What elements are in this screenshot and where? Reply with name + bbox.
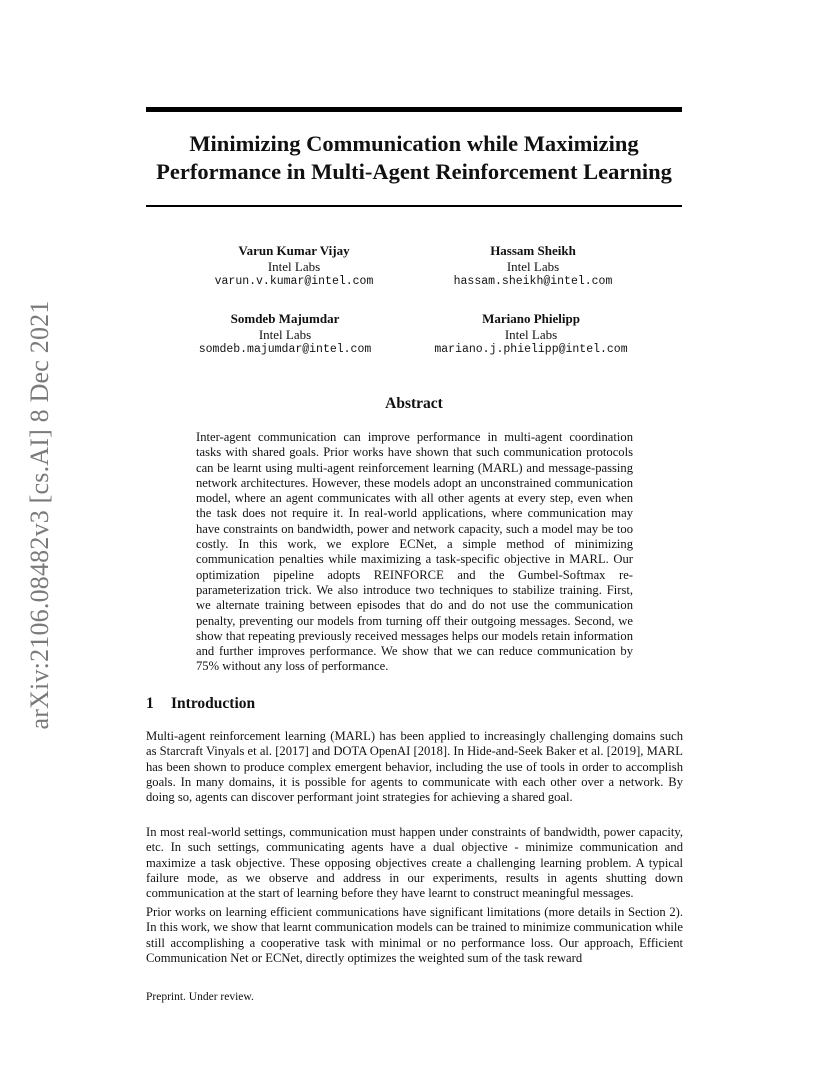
author-name: Hassam Sheikh (490, 243, 576, 258)
author-block (403, 243, 663, 290)
author-name: Mariano Phielipp (482, 311, 580, 326)
author-email: mariano.j.phielipp@intel.com (434, 343, 628, 356)
title-line: Minimizing Communication while Maximizing (189, 131, 639, 156)
author-affiliation: Intel Labs (258, 326, 312, 342)
author-name: Somdeb Majumdar (230, 311, 340, 326)
title-line: Performance in Multi-Agent Reinforcement Learning (156, 159, 672, 184)
author-block (401, 311, 661, 358)
section-title: Introduction (171, 695, 256, 712)
author-affiliation: Intel Labs (504, 326, 558, 342)
arxiv-sidebar-stamp: arXiv:2106.08482v3 [cs.AI] 8 Dec 2021 (25, 300, 54, 730)
abstract-heading: Abstract (385, 395, 443, 412)
title-rule-bottom (146, 205, 682, 207)
page-footer: Preprint. Under review. (146, 991, 254, 1003)
body-paragraph: Multi-agent reinforcement learning (MARL) has been applied to increasingly challenging domains such as Starcraft Vinyals et al. [2017] and DOTA OpenAI [2018]. In Hide-and-Seek Baker et al. [2019], MARL has been shown to produce complex emergent behavior, including the use of tools in order to accomplish goals. In many domains, it is possible for agents to communicate with each other over a network. By doing so, agents can discover performant joint strategies for achieving a shared goal. (146, 729, 683, 805)
author-email: somdeb.majumdar@intel.com (198, 343, 372, 356)
title-rule-top (146, 107, 682, 112)
author-affiliation: Intel Labs (506, 258, 560, 274)
paper-title (120, 130, 708, 186)
section-heading (146, 695, 255, 713)
author-name: Varun Kumar Vijay (238, 243, 350, 258)
body-paragraph: Prior works on learning efficient communications have significant limitations (more details in Section 2). In this work, we show that learnt communication models can be trained to minimize communication while still accomplishing a cooperative task with minimal or no performance loss. Our approach, Efficient Communication Net or ECNet, directly optimizes the weighted sum of the task reward (146, 905, 683, 965)
abstract-body: Inter-agent communication can improve performance in multi-agent coordination tasks with shared goals. Prior works have shown that such communication protocols can be learnt using multi-agent reinforcement learning (MARL) and message-passing network architectures. However, these models adopt an unconstrained communication model, where an agent communicates with all other agents at every step, even when the task does not require it. In real-world applications, where communication may have constraints on bandwidth, power and network capacity, such a model may be too costly. In this work, we explore ECNet, a simple method of minimizing communication penalties while maximizing a task-specific objective in MARL. Our optimization pipeline adopts REINFORCE and the Gumbel-Softmax re-parameterization trick. We also introduce two techniques to stabilize training. First, we alternate training between episodes that do and do not use the communication penalty, preventing our models from turning off their outgoing messages. Second, we show that repeating previously received messages helps our models retain information and further improves performance. We show that we can reduce communication by 75% without any loss of performance. (196, 430, 633, 674)
author-email: varun.v.kumar@intel.com (214, 275, 374, 288)
author-affiliation: Intel Labs (267, 258, 321, 274)
body-paragraph: In most real-world settings, communication must happen under constraints of bandwidth, power capacity, etc. In such settings, communicating agents have a dual objective - minimize communication and maximize a task objective. These opposing objectives create a challenging learning problem. A typical failure mode, as we observe and address in our experiments, results in agents shutting down communication at the start of learning before they have learnt to construct meaningful messages. (146, 825, 683, 901)
author-block (155, 311, 415, 358)
author-block (164, 243, 424, 290)
author-email: hassam.sheikh@intel.com (453, 275, 613, 288)
section-number: 1 (146, 695, 154, 712)
